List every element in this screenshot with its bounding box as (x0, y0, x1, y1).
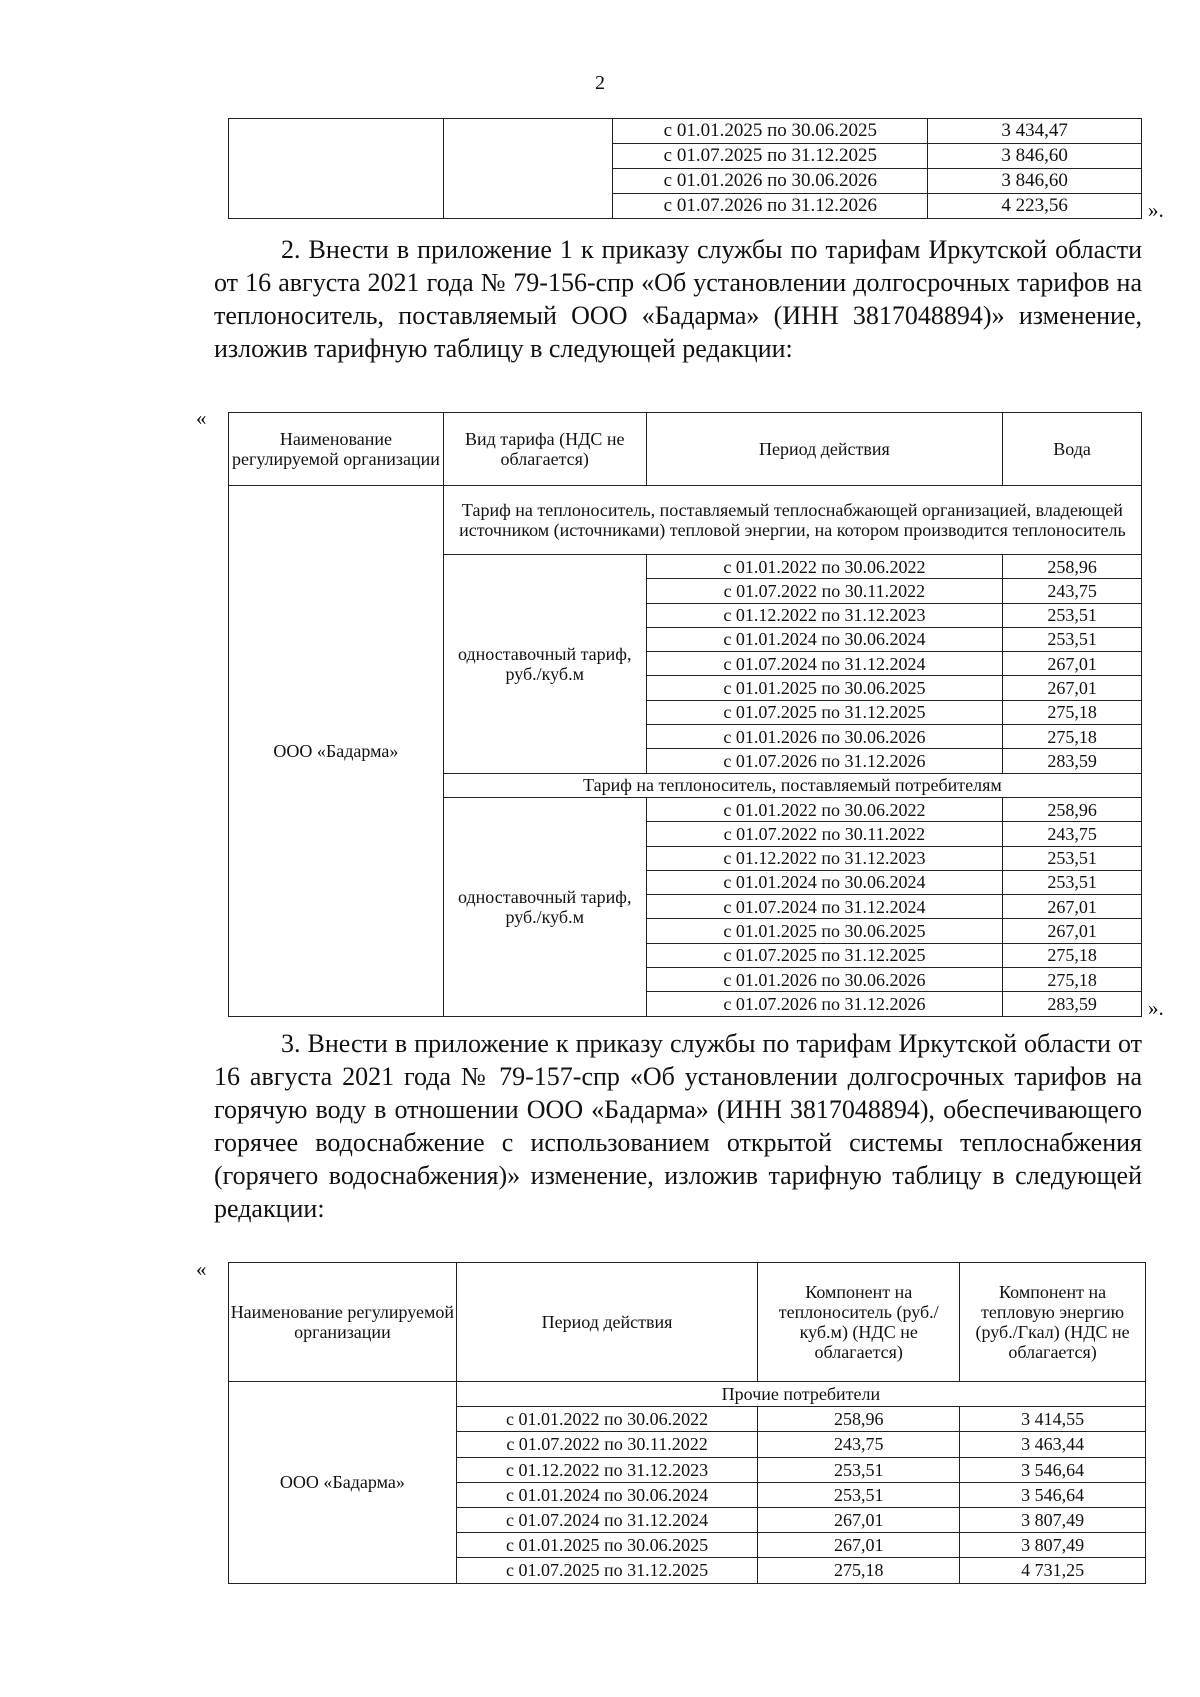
value-cell: 3 434,47 (928, 119, 1142, 144)
header-carrier-component: Компонент на теплоноситель (руб./куб.м) (НДС не облагается) (758, 1263, 960, 1382)
carrier-value-cell: 253,51 (758, 1482, 960, 1507)
period-cell: с 01.12.2022 по 31.12.2023 (456, 1457, 758, 1482)
section-title: Тариф на теплоноситель, поставляемый теплоснабжающей организацией, владеющей источником (источниками) тепловой энергии, на котором производится теплоноситель (443, 486, 1141, 555)
section-2-text: 2. Внести в приложение 1 к приказу службы по тарифам Иркутской области от 16 августа 2021 года № 79-156-спр «Об установлении долгосрочных тарифов на теплоноситель, поставляемый ООО «Бадарма» (ИНН 3817048894)» изменение, изложив тарифную таблицу в следующей редакции: (214, 235, 1142, 363)
period-cell: с 01.01.2026 по 30.06.2026 (646, 725, 1002, 749)
closing-quote: ». (1148, 996, 1164, 1020)
period-cell: с 01.07.2024 по 31.12.2024 (456, 1507, 758, 1532)
section-3-text: 3. Внести в приложение к приказу службы по тарифам Иркутской области от 16 августа 2021 года № 79-157-спр «Об установлении долгосрочных тарифов на горячую воду в отношении ООО «Бадарма» (ИНН 3817048894), обеспечивающего горячее водоснабжение с использованием открытой системы теплоснабжения (горячего водоснабжения)» изменение, изложив тарифную таблицу в следующей редакции: (214, 1029, 1142, 1223)
value-cell: 253,51 (1003, 846, 1142, 870)
carrier-value-cell: 243,75 (758, 1432, 960, 1457)
value-cell: 283,59 (1003, 992, 1142, 1016)
value-cell: 267,01 (1003, 895, 1142, 919)
period-cell: с 01.12.2022 по 31.12.2023 (646, 603, 1002, 627)
value-cell: 253,51 (1003, 603, 1142, 627)
period-cell: с 01.12.2022 по 31.12.2023 (646, 846, 1002, 870)
header-organization: Наименование регулируемой организации (229, 1263, 457, 1382)
period-cell: с 01.01.2025 по 30.06.2025 (456, 1533, 758, 1558)
header-period: Период действия (646, 413, 1002, 486)
period-cell: с 01.07.2022 по 30.11.2022 (646, 579, 1002, 603)
hot-water-tariff-table (228, 1262, 1146, 1584)
continuation-table (228, 118, 1142, 219)
energy-value-cell: 4 731,25 (960, 1558, 1146, 1583)
period-cell: с 01.01.2026 по 30.06.2026 (613, 169, 928, 194)
period-cell: с 01.07.2026 по 31.12.2026 (646, 749, 1002, 773)
period-cell: с 01.01.2025 по 30.06.2025 (613, 119, 928, 144)
header-organization: Наименование регулируемой организации (229, 413, 444, 486)
opening-quote: « (196, 1257, 207, 1281)
opening-quote: « (196, 406, 207, 430)
energy-value-cell: 3 546,64 (960, 1482, 1146, 1507)
period-cell: с 01.07.2022 по 30.11.2022 (646, 822, 1002, 846)
value-cell: 3 846,60 (928, 144, 1142, 169)
value-cell: 275,18 (1003, 700, 1142, 724)
value-cell: 243,75 (1003, 579, 1142, 603)
organization-cell: ООО «Бадарма» (229, 486, 444, 1017)
section-title: Прочие потребители (456, 1382, 1145, 1407)
coolant-tariff-table (228, 412, 1142, 1017)
period-cell: с 01.01.2022 по 30.06.2022 (646, 797, 1002, 821)
organization-cell: ООО «Бадарма» (229, 1382, 457, 1584)
period-cell: с 01.01.2024 по 30.06.2024 (646, 870, 1002, 894)
tariff-type-cell: одноставочный тариф, руб./куб.м (443, 797, 646, 1016)
section-title: Тариф на теплоноситель, поставляемый потребителям (443, 773, 1141, 797)
value-cell: 4 223,56 (928, 194, 1142, 219)
period-cell: с 01.07.2025 по 31.12.2025 (613, 144, 928, 169)
section-3-paragraph (214, 1027, 1142, 1225)
value-cell: 275,18 (1003, 943, 1142, 967)
closing-quote: ». (1148, 198, 1164, 222)
value-cell: 258,96 (1003, 555, 1142, 579)
period-cell: с 01.01.2024 по 30.06.2024 (456, 1482, 758, 1507)
header-energy-component: Компонент на тепловую энергию (руб./Гкал) (НДС не облагается) (960, 1263, 1146, 1382)
header-period: Период действия (456, 1263, 758, 1382)
period-cell: с 01.07.2024 по 31.12.2024 (646, 652, 1002, 676)
header-water: Вода (1003, 413, 1142, 486)
table-row (229, 119, 1142, 144)
energy-value-cell: 3 807,49 (960, 1533, 1146, 1558)
period-cell: с 01.07.2026 по 31.12.2026 (613, 194, 928, 219)
energy-value-cell: 3 807,49 (960, 1507, 1146, 1532)
energy-value-cell: 3 414,55 (960, 1407, 1146, 1432)
value-cell: 3 846,60 (928, 169, 1142, 194)
empty-cell (229, 119, 444, 219)
value-cell: 243,75 (1003, 822, 1142, 846)
period-cell: с 01.07.2025 по 31.12.2025 (646, 943, 1002, 967)
period-cell: с 01.07.2022 по 30.11.2022 (456, 1432, 758, 1457)
value-cell: 258,96 (1003, 797, 1142, 821)
period-cell: с 01.07.2025 по 31.12.2025 (456, 1558, 758, 1583)
section-row (229, 1382, 1146, 1407)
carrier-value-cell: 253,51 (758, 1457, 960, 1482)
value-cell: 267,01 (1003, 676, 1142, 700)
section-2-paragraph (214, 233, 1142, 365)
section-row (229, 486, 1142, 555)
value-cell: 283,59 (1003, 749, 1142, 773)
carrier-value-cell: 267,01 (758, 1533, 960, 1558)
period-cell: с 01.01.2025 по 30.06.2025 (646, 919, 1002, 943)
carrier-value-cell: 258,96 (758, 1407, 960, 1432)
value-cell: 253,51 (1003, 627, 1142, 651)
period-cell: с 01.07.2025 по 31.12.2025 (646, 700, 1002, 724)
energy-value-cell: 3 463,44 (960, 1432, 1146, 1457)
period-cell: с 01.07.2026 по 31.12.2026 (646, 992, 1002, 1016)
page-number: 2 (595, 72, 605, 94)
period-cell: с 01.07.2024 по 31.12.2024 (646, 895, 1002, 919)
value-cell: 275,18 (1003, 968, 1142, 992)
header-tariff-type: Вид тарифа (НДС не облагается) (443, 413, 646, 486)
tariff-type-cell: одноставочный тариф, руб./куб.м (443, 555, 646, 774)
value-cell: 253,51 (1003, 870, 1142, 894)
energy-value-cell: 3 546,64 (960, 1457, 1146, 1482)
period-cell: с 01.01.2022 по 30.06.2022 (456, 1407, 758, 1432)
empty-cell (443, 119, 613, 219)
value-cell: 267,01 (1003, 919, 1142, 943)
value-cell: 275,18 (1003, 725, 1142, 749)
carrier-value-cell: 267,01 (758, 1507, 960, 1532)
period-cell: с 01.01.2022 по 30.06.2022 (646, 555, 1002, 579)
period-cell: с 01.01.2026 по 30.06.2026 (646, 968, 1002, 992)
period-cell: с 01.01.2024 по 30.06.2024 (646, 627, 1002, 651)
value-cell: 267,01 (1003, 652, 1142, 676)
period-cell: с 01.01.2025 по 30.06.2025 (646, 676, 1002, 700)
carrier-value-cell: 275,18 (758, 1558, 960, 1583)
